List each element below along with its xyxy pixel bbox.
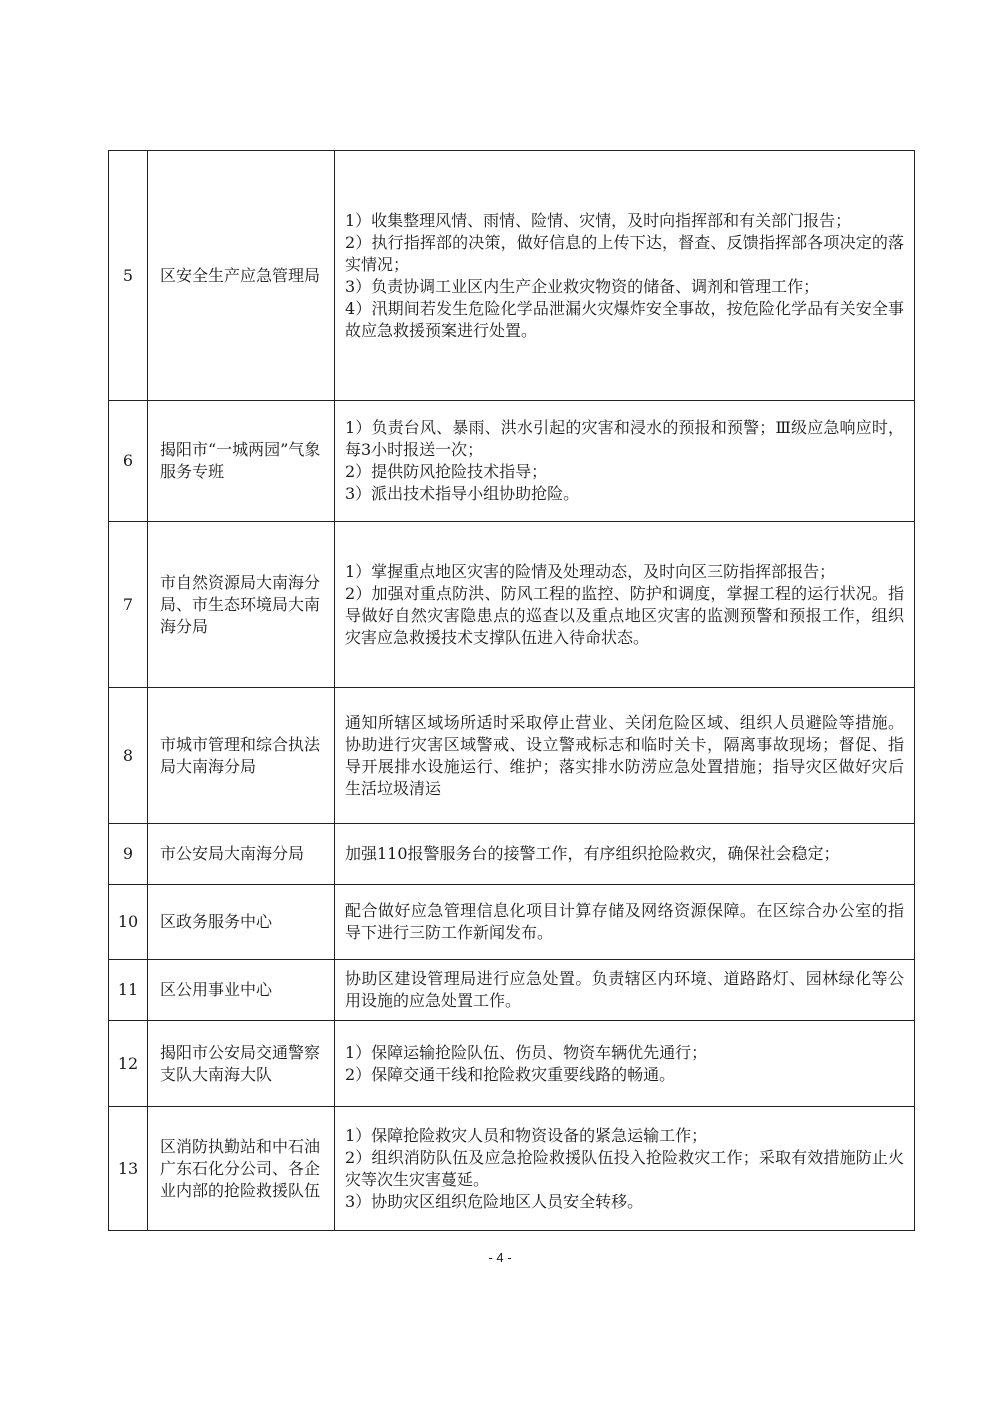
row-number: 6 bbox=[109, 401, 148, 522]
department-cell: 区公用事业中心 bbox=[148, 960, 335, 1021]
duty-line: 1）收集整理风情、雨情、险情、灾情，及时向指挥部和有关部门报告； bbox=[345, 210, 852, 230]
department-cell: 区安全生产应急管理局 bbox=[148, 151, 335, 401]
table-row bbox=[109, 960, 915, 1021]
duty-line: 4）汛期间若发生危险化学品泄漏火灾爆炸安全事故，按危险化学品有关安全事故应急救援预案进行处置。 bbox=[345, 298, 904, 340]
table-row bbox=[109, 885, 915, 960]
duty-line: 1）保障运输抢险队伍、伤员、物资车辆优先通行； bbox=[345, 1042, 708, 1062]
duties-cell bbox=[335, 688, 915, 824]
duty-line: 配合做好应急管理信息化项目计算存储及网络资源保障。在区综合办公室的指导下进行三防工作新闻发布。 bbox=[345, 901, 904, 942]
row-number: 9 bbox=[109, 824, 148, 885]
duty-line: 协助区建设管理局进行应急处置。负责辖区内环境、道路路灯、园林绿化等公用设施的应急处置工作。 bbox=[345, 969, 904, 1010]
department-cell: 区消防执勤站和中石油广东石化分公司、各企业内部的抢险救援队伍 bbox=[148, 1107, 335, 1231]
table-row bbox=[109, 1021, 915, 1107]
duties-cell bbox=[335, 885, 915, 960]
duty-line: 2）执行指挥部的决策，做好信息的上传下达，督查、反馈指挥部各项决定的落实情况； bbox=[345, 232, 904, 274]
duty-line: 2）保障交通干线和抢险救灾重要线路的畅通。 bbox=[345, 1064, 676, 1084]
duty-line: 1）掌握重点地区灾害的险情及处理动态，及时向区三防指挥部报告； bbox=[345, 561, 836, 581]
duties-cell bbox=[335, 1107, 915, 1231]
row-number: 13 bbox=[109, 1107, 148, 1231]
duty-line: 通知所辖区域场所适时采取停止营业、关闭危险区域、组织人员避险等措施。协助进行灾害区域警戒、设立警戒标志和临时关卡，隔离事故现场；督促、指导开展排水设施运行、维护；落实排水防涝应急处置措施；指导灾区做好灾后生活垃圾清运 bbox=[345, 712, 904, 798]
duties-cell bbox=[335, 522, 915, 688]
duty-table bbox=[108, 150, 915, 1231]
department-cell: 市公安局大南海分局 bbox=[148, 824, 335, 885]
table-row bbox=[109, 688, 915, 824]
row-number: 12 bbox=[109, 1021, 148, 1107]
department-cell: 区政务服务中心 bbox=[148, 885, 335, 960]
row-number: 5 bbox=[109, 151, 148, 401]
department-cell: 揭阳市公安局交通警察支队大南海大队 bbox=[148, 1021, 335, 1107]
duty-line: 3）协助灾区组织危险地区人员安全转移。 bbox=[345, 1191, 644, 1211]
duty-line: 1）保障抢险救灾人员和物资设备的紧急运输工作； bbox=[345, 1125, 708, 1145]
duty-line: 加强110报警服务台的接警工作，有序组织抢险救灾，确保社会稳定； bbox=[345, 844, 840, 863]
duty-line: 3）派出技术指导小组协助抢险。 bbox=[345, 484, 580, 503]
department-cell: 揭阳市“一城两园”气象服务专班 bbox=[148, 401, 335, 522]
duties-cell bbox=[335, 824, 915, 885]
duty-line: 2）提供防风抢险技术指导； bbox=[345, 462, 548, 481]
row-number: 7 bbox=[109, 522, 148, 688]
table-row bbox=[109, 151, 915, 401]
table-row bbox=[109, 522, 915, 688]
duties-cell bbox=[335, 401, 915, 522]
duties-cell bbox=[335, 1021, 915, 1107]
department-cell: 市自然资源局大南海分局、市生态环境局大南海分局 bbox=[148, 522, 335, 688]
duty-line: 2）组织消防队伍及应急抢险救援队伍投入抢险救灾工作；采取有效措施防止火灾等次生灾害蔓延。 bbox=[345, 1147, 904, 1189]
row-number: 8 bbox=[109, 688, 148, 824]
duty-line: 3）负责协调工业区内生产企业救灾物资的储备、调剂和管理工作； bbox=[345, 276, 820, 296]
page-number: - 4 - bbox=[488, 1250, 512, 1265]
duties-cell bbox=[335, 960, 915, 1021]
department-cell: 市城市管理和综合执法局大南海分局 bbox=[148, 688, 335, 824]
duties-cell bbox=[335, 151, 915, 401]
table-row bbox=[109, 824, 915, 885]
duty-line: 2）加强对重点防洪、防风工程的监控、防护和调度，掌握工程的运行状况。指导做好自然灾害隐患点的巡查以及重点地区灾害的监测预警和预报工作，组织灾害应急救援技术支撑队伍进入待命状态。 bbox=[345, 583, 904, 647]
row-number: 10 bbox=[109, 885, 148, 960]
table-row bbox=[109, 1107, 915, 1231]
row-number: 11 bbox=[109, 960, 148, 1021]
table-row bbox=[109, 401, 915, 522]
duty-line: 1）负责台风、暴雨、洪水引起的灾害和浸水的预报和预警；Ⅲ级应急响应时，每3小时报送一次； bbox=[345, 418, 904, 459]
